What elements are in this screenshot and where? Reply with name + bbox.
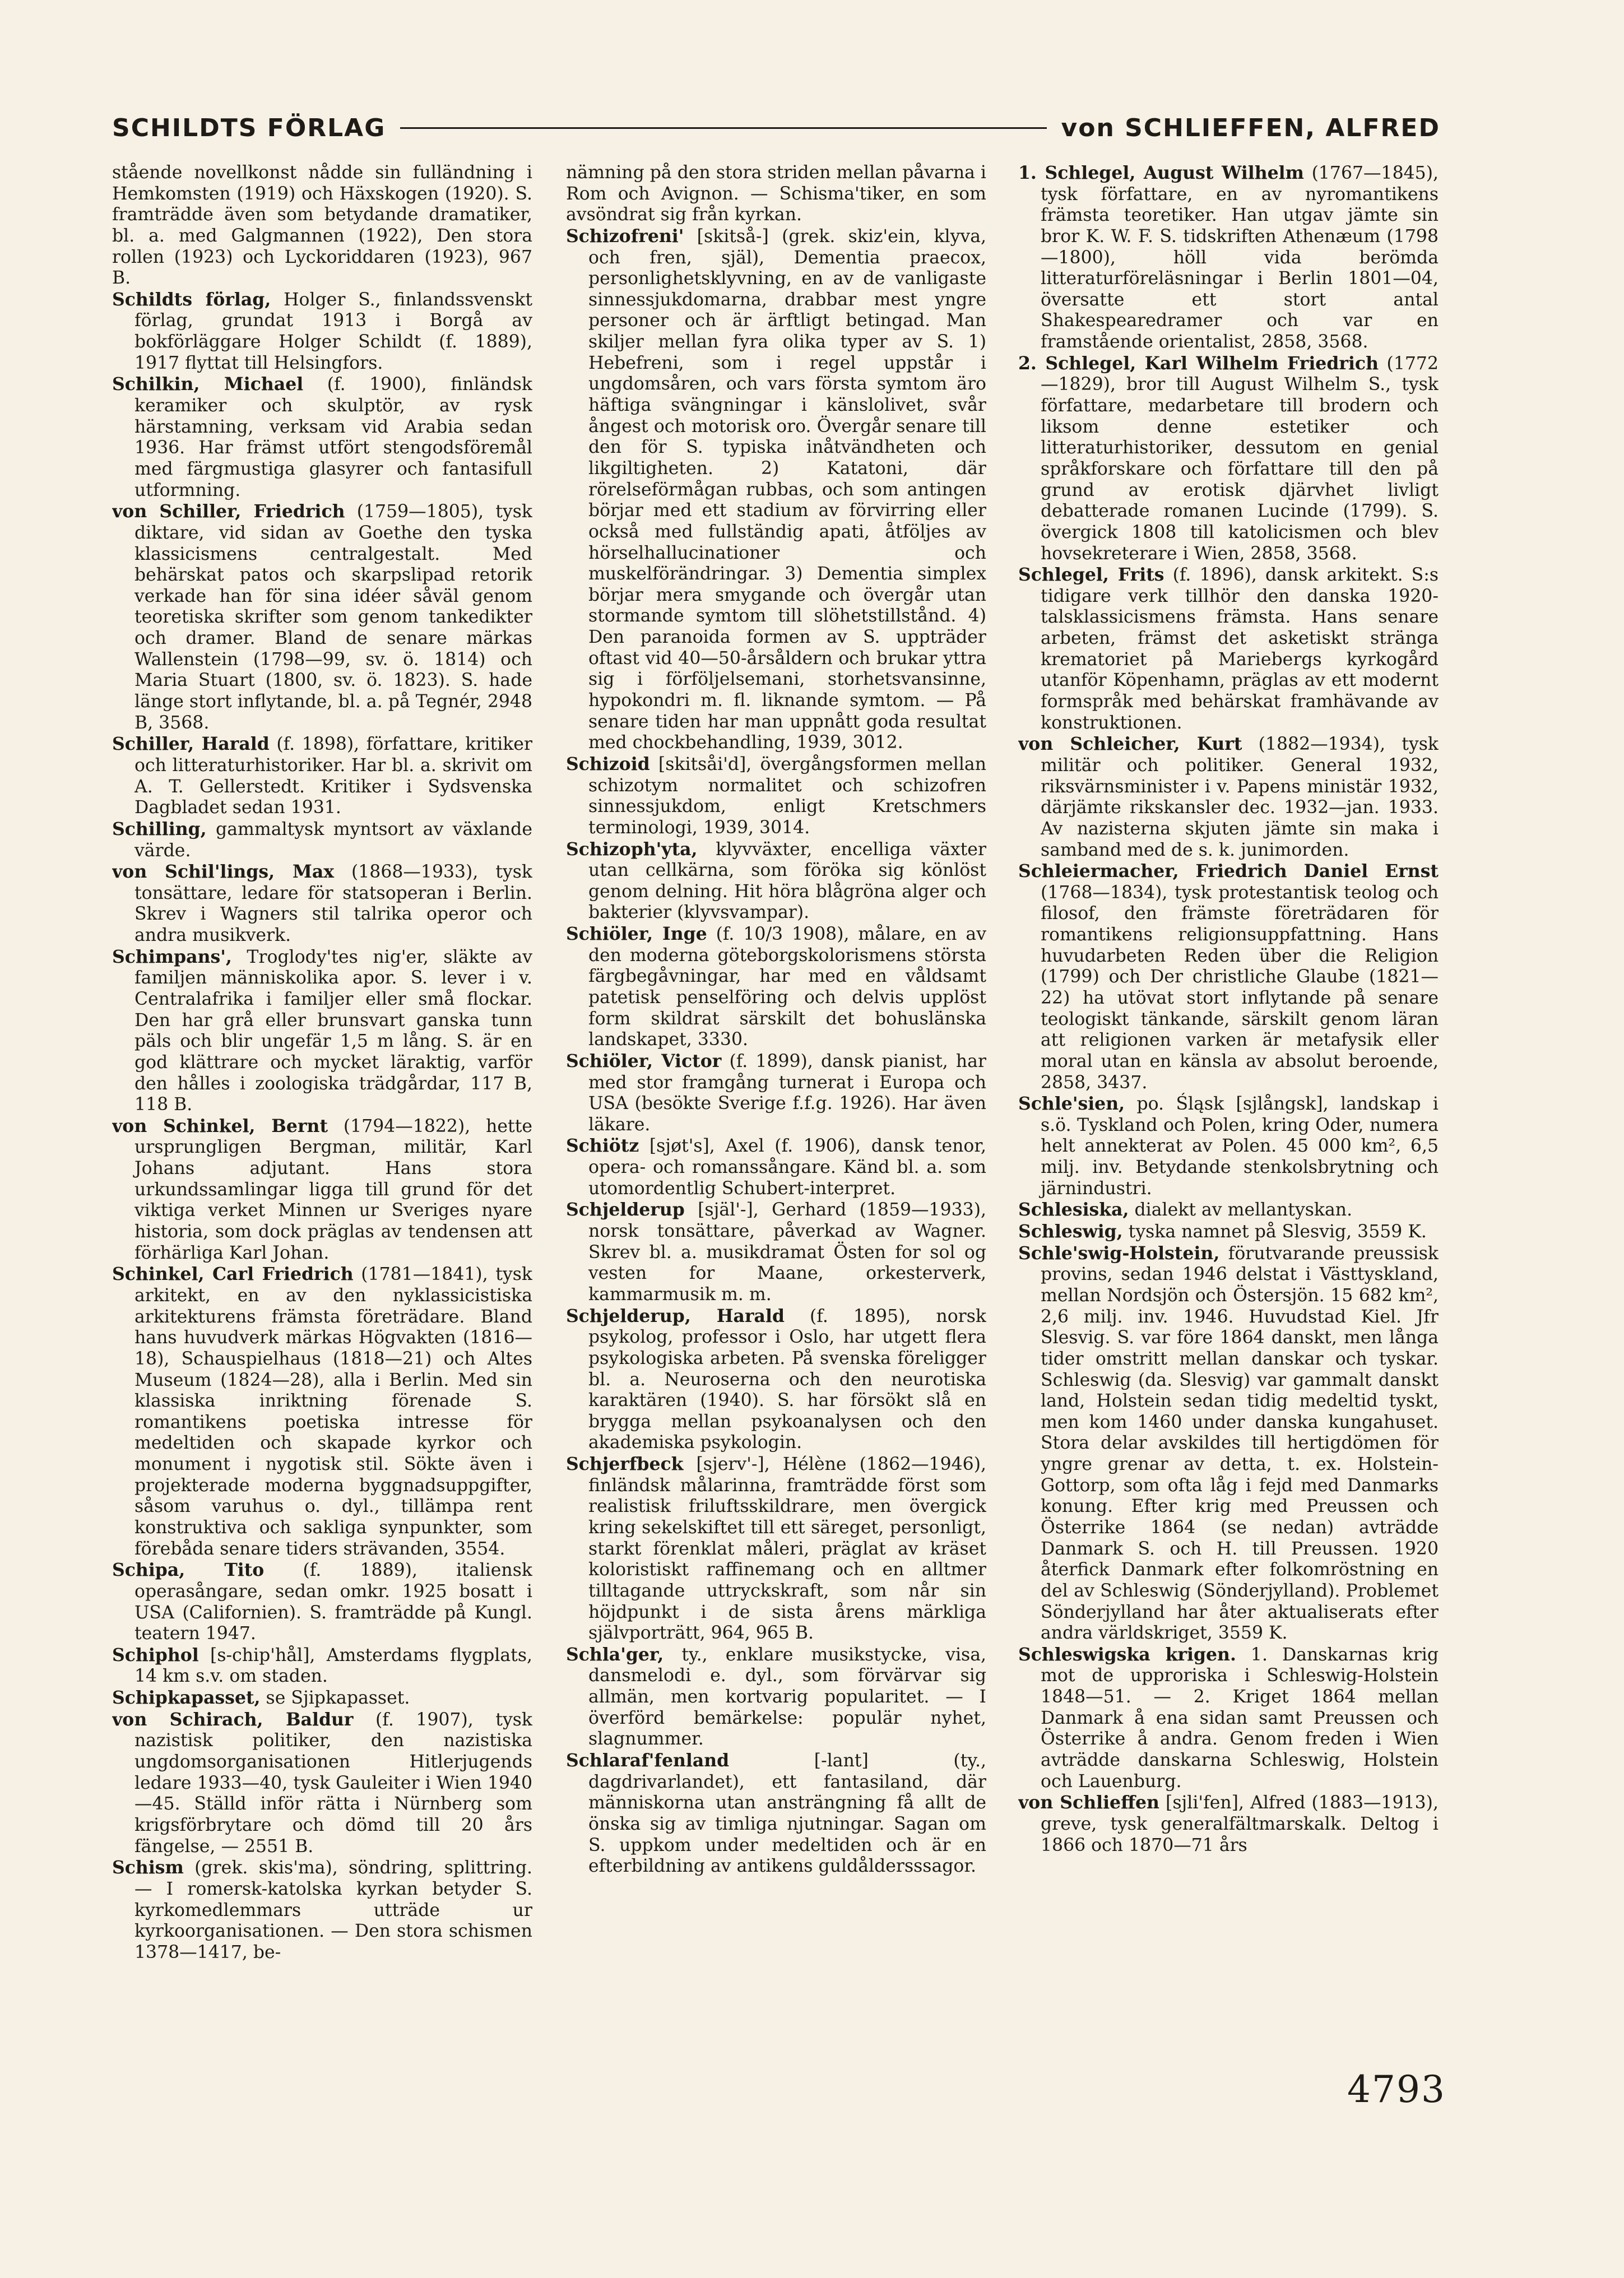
dictionary-entry [566,754,986,839]
entry-text: gammaltysk myntsort av växlande värde. [134,819,532,861]
dictionary-entry [112,1116,532,1264]
entry-text: (grek. skis'ma), söndring, splittring. — I romersk-katolska kyrkan betyder S. kyrkomedlemmars utträde ur kyrkoorganisationen. — Den stora schismen 1378—1417, be- [134,1858,532,1962]
entry-text: (1781—1841), tysk arkitekt, en av den nyklassicistiska arkitekturens främsta företrädare. Bland hans huvudverk märkas Högvakten (1816—18), Schauspielhaus (1818—21) och Altes Museum (1824—28), alla i Berlin. Med sin klassiska inriktning förenade S. romantikens poetiska intresse för medeltiden och skapade kyrkor och monument i nygotisk stil. Sökte även i projekterade moderna byggnadsuppgifter, såsom varuhus o. dyl., tillämpa rent konstruktiva och sakliga synpunkter, som förebåda senare tiders strävanden, 3554. [134,1264,532,1559]
entry-text: (1768—1834), tysk protestantisk teolog och filosof, den främste företrädaren för romantikens religionsuppfattning. Hans huvudarbeten Reden über die Religion (1799) och Der christliche Glaube (1821—22) ha utövat stort inflytande på senare teologiskt tänkande, särskilt genom läran att religionen varken är metafysik eller moral utan en känsla av absolut beroende, 2858, 3437. [1041,882,1439,1093]
entry-headword: Schizoph'yta, [566,838,698,860]
dictionary-entry [566,1750,986,1877]
dictionary-entry [112,947,532,1116]
entry-headword: Schinkel, Carl Friedrich [112,1264,354,1285]
entry-headword: Schipa, Tito [112,1560,265,1581]
dictionary-entry [112,734,532,819]
text-column-3 [1018,163,1439,2135]
entry-text: (f. 1895), norsk psykolog, professor i Oslo, har utgett flera psykologiska arbeten. På svenska föreligger bl. a. Neuroserna och den neurotiska karaktären (1940). S. har försökt slå en brygga mellan psykoanalysen och den akademiska psykologin. [588,1306,986,1453]
dictionary-entry [112,501,532,734]
entry-headword: Schildts förlag, [112,289,271,310]
entry-text: (1767—1845), tysk författare, en av nyromantikens främsta teoretiker. Han utgav jämte sin bror K. W. F. S. tidskriften Athenæum (1798—1800), höll vida berömda litteraturföreläsningar i Berlin 1801—04, översatte ett stort antal Shakespearedramer och var en framstående orientalist, 2858, 3568. [1041,163,1439,352]
entry-headword: Schlegel, Frits [1018,564,1164,586]
entry-text: (1794—1822), hette ursprungligen Bergman, militär, Karl Johans adjutant. Hans stora urkundssamlingar ligga till grund för det viktiga verket Minnen ur Sveriges nyare historia, som dock präglas av tendensen att förhärliga Karl Johan. [134,1116,532,1263]
entry-headword: Schism [112,1857,184,1878]
entry-text: (f. 10/3 1908), målare, en av den moderna göteborgskolorismens största färgbegåvningar, har med en våldsamt patetisk penselföring och delvis upplöst form skildrat särskilt det bohuslänska landskapet, 3330. [588,924,986,1050]
entry-text: Holger S., finlandssvenskt förlag, grundat 1913 i Borgå av bokförläggare Holger Schildt (f. 1889), 1917 flyttat till Helsingfors. [134,289,532,373]
entry-text: förutvarande preussisk provins, sedan 1946 delstat i Västtyskland, mellan Nordsjön och Östersjön. 15 682 km², 2,6 milj. inv. 1946. Huvudstad Kiel. Jfr Slesvig. S. var före 1864 danskt, men långa tider omstritt mellan danskar och tyskar. Schleswig (da. Slesvig) var gammalt danskt land, Holstein sedan tidig medeltid tyskt, men kom 1460 under danska kungahuset. Stora delar avskildes till hertigdömen för yngre grenar av detta, t. ex. Holstein-Gottorp, som ofta låg i fejd med Danmarks konung. Efter krig med Preussen och Österrike 1864 (se nedan) avträdde Danmark S. och H. till Preussen. 1920 återfick Danmark efter folkomröstning en del av Schleswig (Sönderjylland). Problemet Sönderjylland har åter aktualiserats efter andra världskriget, 3559 K. [1041,1243,1439,1644]
entry-text: dialekt av mellantyskan. [1129,1200,1353,1221]
entry-text: Troglody'tes nig'er, släkte av familjen människolika apor. S. lever i v. Centralafrika i familjer eller små flockar. Den har grå eller brunsvart ganska tunn päls och blir ungefär 1,5 m lång. S. är en god klättrare och mycket läraktig, varför den hålles i zoologiska trädgårdar, 117 B, 118 B. [134,947,532,1115]
dictionary-entry [112,1645,532,1687]
entry-headword: von Schlieffen [1018,1792,1159,1813]
dictionary-entry [566,226,986,754]
dictionary-entry [566,163,986,226]
dictionary-entry [1018,564,1439,734]
entry-headword: Schjerfbeck [566,1454,684,1475]
dictionary-entry [1018,1093,1439,1199]
entry-headword: 1. Schlegel, August Wilhelm [1018,163,1304,183]
entry-text: [-lant] (ty., dagdrivarlandet), ett fantasiland, där människorna utan ansträngning få allt de önska sig av timliga njutningar. Sagan om S. uppkom under medeltiden och är en efterbildning av antikens guldåldersssagor. [588,1751,986,1877]
entry-headword: Schle'swig-Holstein, [1018,1242,1220,1264]
entry-text: (1868—1933), tysk tonsättare, ledare för statsoperan i Berlin. Skrev i Wagners stil talrika operor och andra musikverk. [134,862,532,946]
entry-headword: von Schil'lings, Max [112,861,335,883]
entry-headword: Schjelderup [566,1199,685,1221]
dictionary-entry [112,1264,532,1560]
entry-text: se Sjipkapasset. [260,1688,410,1709]
text-column-2 [566,163,986,2135]
entry-text: [själ'-], Gerhard (1859—1933), norsk tonsättare, påverkad av Wagner. Skrev bl. a. musikdramat Östen for sol og vesten for Maane, orkesterverk, kammarmusik m. m. [588,1200,986,1305]
dictionary-entry [1018,163,1439,353]
entry-text: [skitså-] (grek. skiz'ein, klyva, och fren, själ), Dementia praecox, personlighetsklyvning, en av de vanligaste sinnessjukdomarna, drabbar mest yngre personer och är ärftligt betingad. Man skiljer mellan fyra olika typer av S. 1) Hebefreni, som i regel uppstår i ungdomsåren, och vars första symtom äro häftiga svängningar i känslolivet, svår ångest och motorisk oro. Övergår senare till den för S. typiska inåtvändheten och likgiltigheten. 2) Katatoni, där rörelseförmågan rubbas, och som antingen börjar med ett stadium av förvirring eller också med fullständig apati, åtföljes av hörselhallucinationer och muskelförändringar. 3) Dementia simplex börjar mera smygande och övergår utan stormande symtom till slöhetstillstånd. 4) Den paranoida formen av S. uppträder oftast vid 40—50-årsåldern och brukar yttra sig i förföljelsemani, storhetsvansinne, hypokondri m. fl. liknande symtom. — På senare tiden har man uppnått goda resultat med chockbehandling, 1939, 3012. [588,226,986,753]
entry-headword: Schiller, Harald [112,734,270,755]
dictionary-entry [112,289,532,374]
entry-text: 1. Danskarnas krig mot de upproriska i Schleswig-Holstein 1848—51. — 2. Kriget 1864 mellan Danmark å ena sidan samt Preussen och Österrike å andra. Genom freden i Wien avträdde danskarna Schleswig, Holstein och Lauenburg. [1041,1644,1439,1792]
entry-text: [skitsåi'd], övergångsformen mellan schizotym normalitet och schizofren sinnessjukdom, enligt Kretschmers terminologi, 1939, 3014. [588,754,986,838]
dictionary-entry [112,163,532,289]
entry-text: (f. 1889), italiensk operasångare, sedan omkr. 1925 bosatt i USA (Californien). S. framträdde på Kungl. teatern 1947. [134,1560,532,1644]
entry-headword: Schilkin, Michael [112,374,304,395]
entry-headword: Schleswigska krigen. [1018,1644,1236,1665]
entry-headword: Schla'ger, [566,1644,664,1665]
header-left-title: SCHILDTS FÖRLAG [112,113,386,142]
entry-headword: Schleiermacher, Friedrich Daniel Ernst [1018,861,1439,882]
entry-headword: Schizoid [566,753,650,774]
entry-headword: Schiphol [112,1644,199,1665]
entry-text: (1772—1829), bror till August Wilhelm S., tysk författare, medarbetare till brodern och liksom denne estetiker och litteraturhistoriker, dessutom en genial språkforskare och författare till den på grund av erotisk djärvhet livligt debatterade romanen Lucinde (1799). S. övergick 1808 till katolicismen och blev hovsekreterare i Wien, 2858, 3568. [1041,353,1439,564]
dictionary-entry [1018,861,1439,1093]
entry-text: stående novellkonst nådde sin fulländning i Hemkomsten (1919) och Häxskogen (1920). S. framträdde även som betydande dramatiker, bl. a. med Galgmannen (1922), Den stora rollen (1923) och Lyckoriddaren (1923), 967 B. [112,163,532,289]
dictionary-entry [566,1644,986,1750]
dictionary-entry [1018,1199,1439,1221]
dictionary-entry [1018,1792,1439,1856]
entry-headword: Schjelderup, Harald [566,1305,785,1326]
entry-text: (f. 1896), dansk arkitekt. S:s tidigare verk tillhör den danska 1920-talsklassicismens främsta. Hans senare arbeten, främst det asketiskt stränga krematoriet på Mariebergs kyrkogård utanför Köpenhamn, präglas av ett modernt formspråk med behärskat framhävande av konstruktionen. [1041,565,1439,733]
dictionary-entry [566,1454,986,1644]
entry-headword: Schimpans', [112,946,232,967]
dictionary-entry [112,1857,532,1963]
dictionary-entry [1018,1243,1439,1644]
dictionary-entry [566,924,986,1051]
dictionary-entry [1018,734,1439,861]
entry-text: (f. 1907), tysk nazistisk politiker, den nazistiska ungdomsorganisationen Hitlerjugends ledare 1933—40, tysk Gauleiter i Wien 1940—45. Ställd inför rätta i Nürnberg som krigsförbrytare och dömd till 20 års fängelse, — 2551 B. [134,1709,532,1857]
entry-headword: von Schinkel, Bernt [112,1115,328,1136]
dictionary-entry [112,1709,532,1857]
dictionary-entry [566,1199,986,1305]
header-rule [400,127,1046,129]
running-header [112,111,1440,145]
entry-text: (f. 1898), författare, kritiker och litteraturhistoriker. Har bl. a. skrivit om A. T. Gellerstedt. Kritiker i Sydsvenska Dagbladet sedan 1931. [134,734,532,818]
dictionary-entry [112,861,532,947]
dictionary-entry [566,1306,986,1454]
entry-headword: Schipkapasset, [112,1687,261,1709]
text-column-1 [112,163,532,2135]
dictionary-entry [566,1051,986,1136]
entry-text: (1882—1934), tysk militär och politiker. General 1932, riksvärnsminister i v. Papens ministär 1932, därjämte rikskansler dec. 1932—jan. 1933. Av nazisterna skjuten jämte sin maka i samband med de s. k. junimorden. [1041,734,1439,860]
dictionary-entry [112,374,532,501]
entry-headword: Schiöler, Victor [566,1050,722,1071]
entry-headword: Schilling, [112,818,207,839]
page-number: 4793 [1347,2068,1446,2111]
dictionary-entry [1018,1221,1439,1243]
entry-headword: von Schirach, Baldur [112,1709,354,1730]
dictionary-entry [1018,353,1439,564]
entry-text: [s-chip'hål], Amsterdams flygplats, 14 km s.v. om staden. [134,1645,532,1687]
entry-text: tyska namnet på Slesvig, 3559 K. [1122,1222,1427,1242]
entry-text: [sjøt's], Axel (f. 1906), dansk tenor, opera- och romanssångare. Känd bl. a. som utomordentlig Schubert-interpret. [588,1136,986,1199]
dictionary-entry [566,839,986,924]
entry-text: ty., enklare musikstycke, visa, dansmelodi e. dyl., som förvärvar sig allmän, men kortvarig popularitet. — I överförd bemärkelse: populär nyhet, slagnummer. [588,1644,986,1750]
entry-headword: Schlaraf'fenland [566,1750,730,1771]
entry-text: (f. 1899), dansk pianist, har med stor framgång turnerat i Europa och USA (besökte Sverige f.f.g. 1926). Har även läkare. [588,1051,986,1135]
entry-headword: von Schiller, Friedrich [112,501,345,522]
dictionary-entry [112,1687,532,1709]
entry-text: nämning på den stora striden mellan påvarna i Rom och Avignon. — Schisma'tiker, en som avsöndrat sig från kyrkan. [566,163,986,225]
dictionary-entry [112,819,532,861]
entry-headword: Schiöler, Inge [566,924,707,945]
entry-headword: Schizofreni' [566,225,684,247]
entry-text: [sjli'fen], Alfred (1883—1913), greve, tysk generalfältmarskalk. Deltog i 1866 och 1870—71 års [1041,1793,1439,1855]
entry-headword: 2. Schlegel, Karl Wilhelm Friedrich [1018,352,1379,374]
entry-text: (f. 1900), finländsk keramiker och skulptör, av rysk härstamning, verksam vid Arabia sedan 1936. Har främst utfört stengodsföremål med färgmustiga glasyrer och fantasifull utformning. [134,374,532,500]
dictionary-entry [112,1560,532,1645]
header-right-title: von SCHLIEFFEN, ALFRED [1061,113,1440,142]
entry-text: klyvväxter, encelliga växter utan cellkärna, som föröka sig könlöst genom delning. Hit höra blågröna alger och bakterier (klyvsvampar). [588,839,986,923]
entry-headword: Schleswig, [1018,1221,1123,1242]
entry-text: [sjerv'-], Hélène (1862—1946), finländsk målarinna, framträdde först som realistisk friluftsskildrare, men övergick kring sekelskiftet till ett säreget, personligt, starkt förenklat måleri, präglat av kräset koloristiskt raffinemang och en alltmer tilltagande uttryckskraft, som når sin höjdpunkt i de sista årens märkliga självporträtt, 964, 965 B. [588,1454,986,1644]
entry-headword: von Schleicher, Kurt [1018,734,1242,755]
dictionary-entry [566,1135,986,1199]
entry-text: (1759—1805), tysk diktare, vid sidan av Goethe den tyska klassicismens centralgestalt. Med behärskat patos och skarpslipad retorik verkade han för sina idéer såväl genom teoretiska skrifter som genom tankedikter och dramer. Bland de senare märkas Wallenstein (1798—99, sv. ö. 1814) och Maria Stuart (1800, sv. ö. 1823). S. hade länge stort inflytande, bl. a. på Tegnér, 2948 B, 3568. [134,502,532,733]
entry-headword: Schle'sien, [1018,1093,1125,1115]
entry-headword: Schiötz [566,1135,639,1157]
entry-headword: Schlesiska, [1018,1199,1129,1221]
entry-text: po. Śląsk [sjlångsk], landskap i s.ö. Tyskland och Polen, kring Oder, numera helt annekterat av Polen. 45 000 km², 6,5 milj. inv. Betydande stenkolsbrytning och järnindustri. [1041,1094,1439,1199]
dictionary-entry [1018,1644,1439,1792]
